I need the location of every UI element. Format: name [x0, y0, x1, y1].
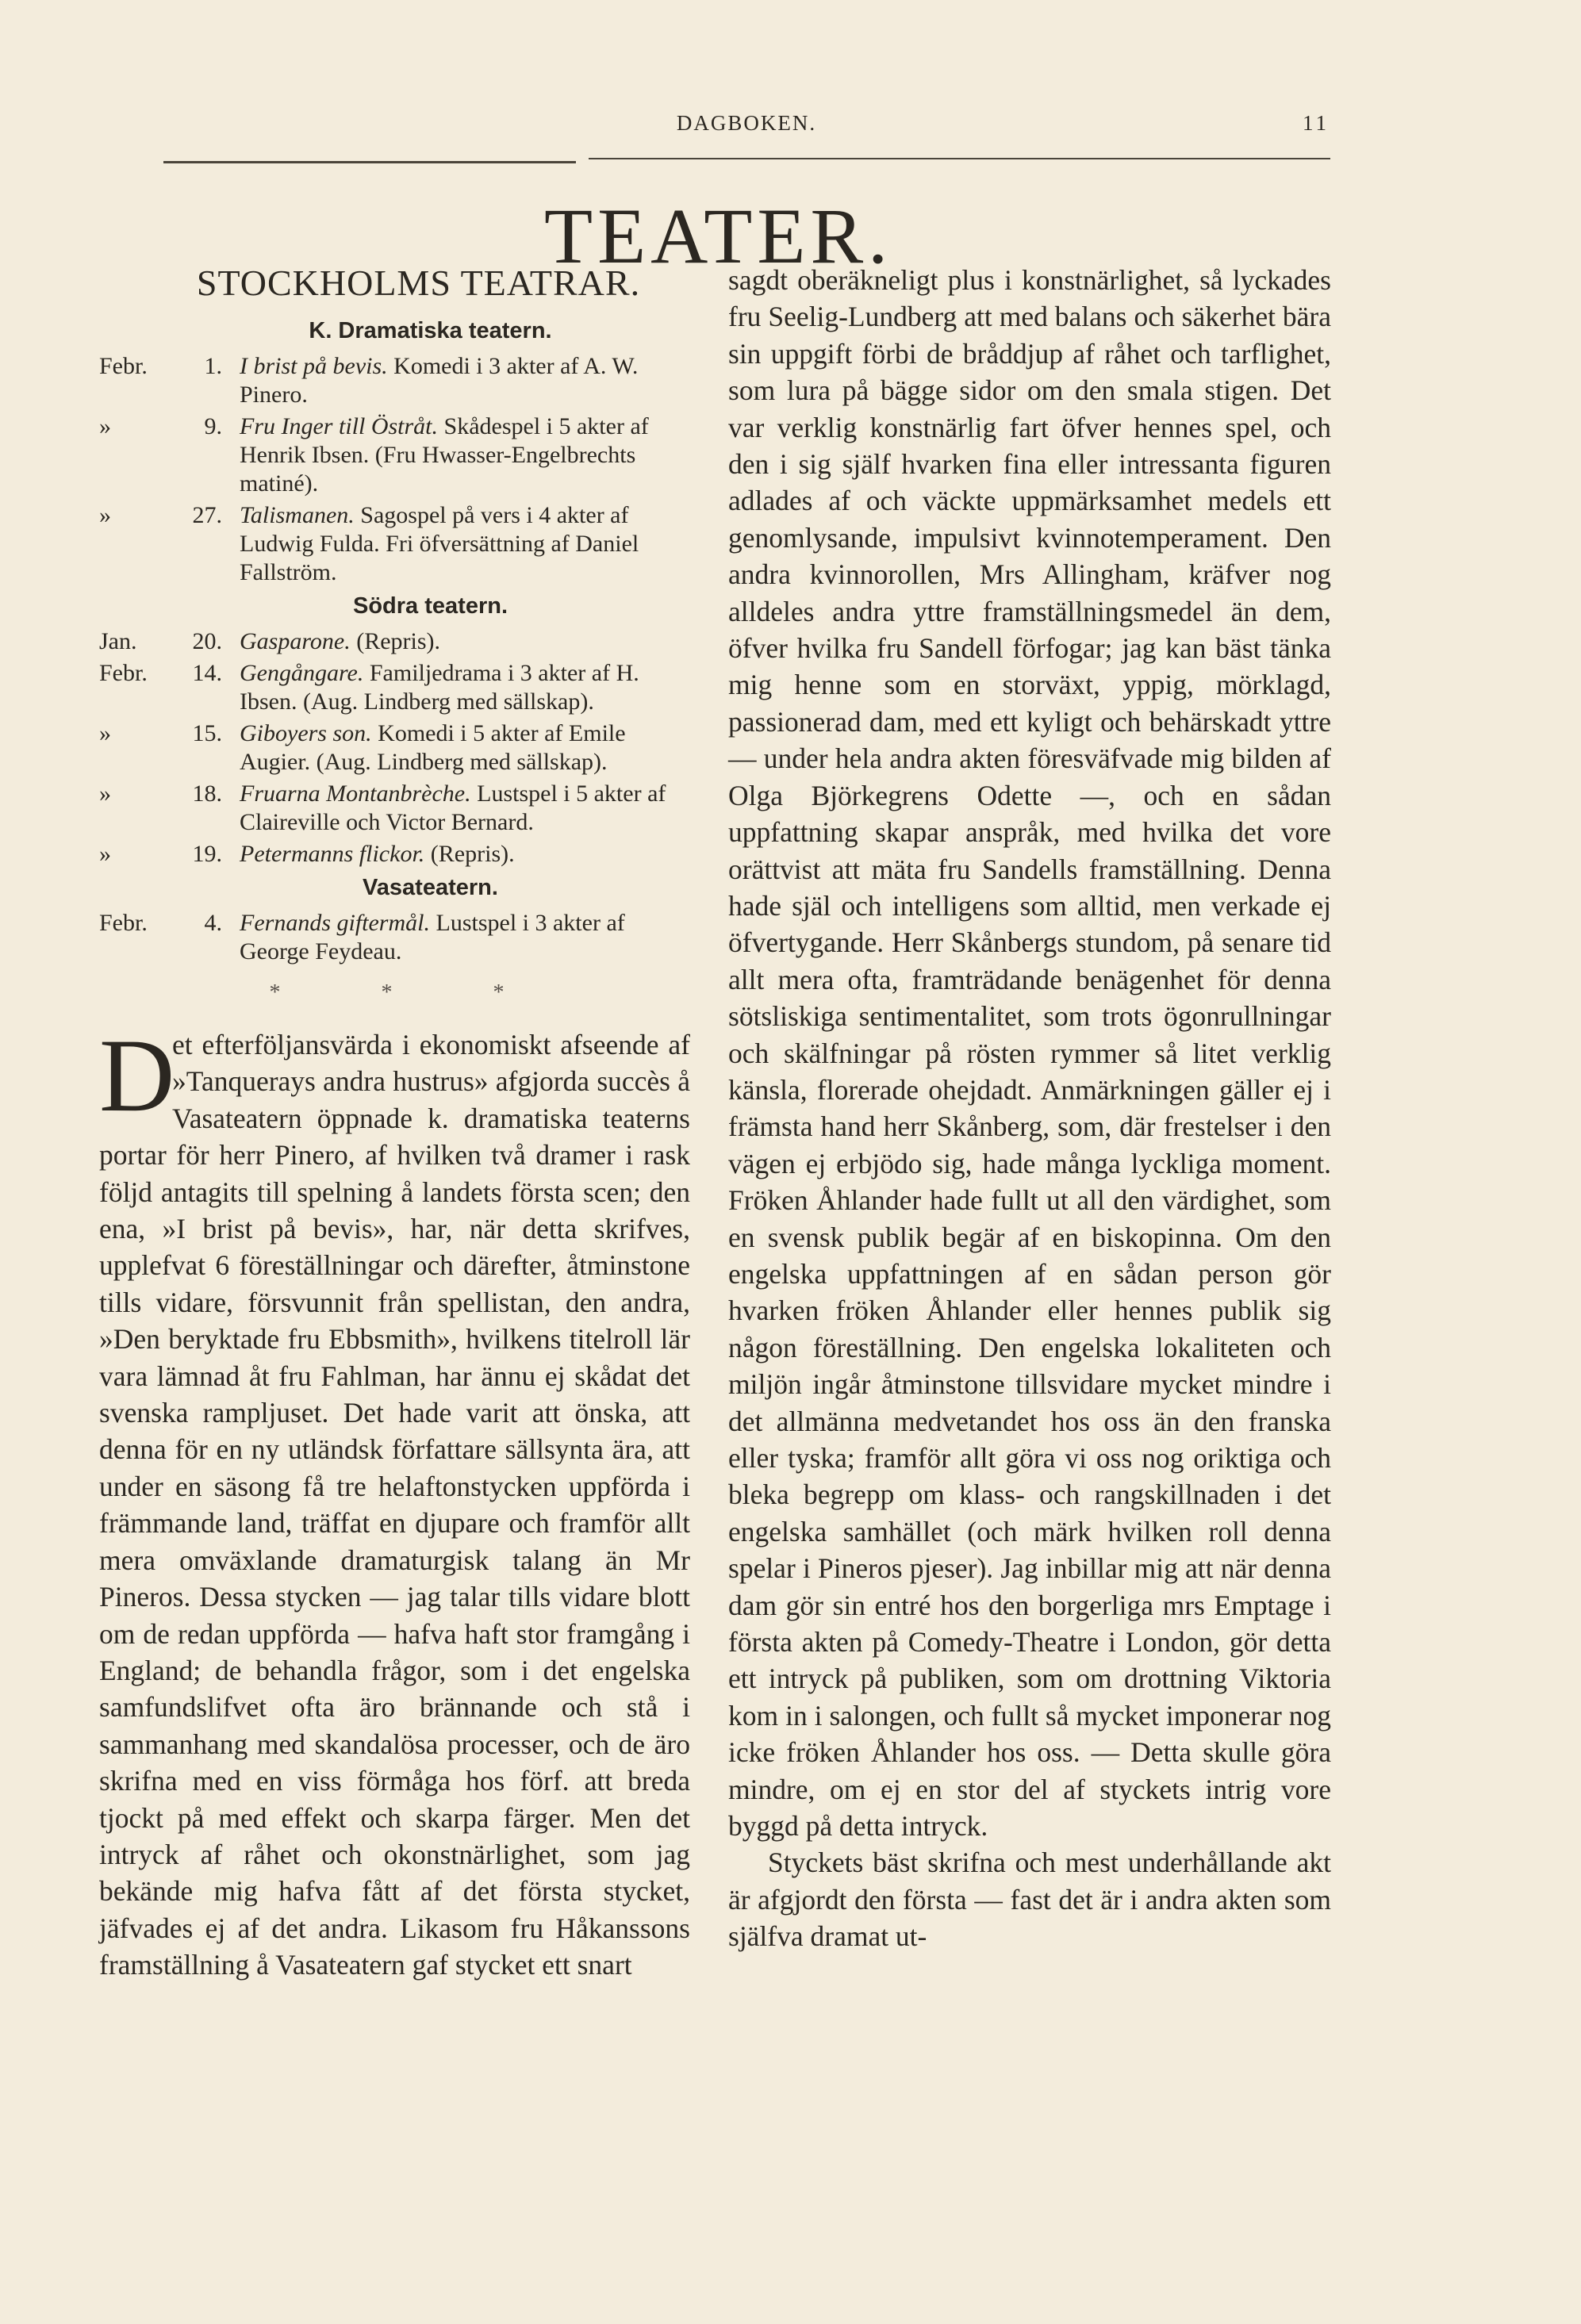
play-title: Talismanen. [240, 502, 355, 528]
theatre-name: Vasateatern. [363, 875, 498, 900]
theatre-block [99, 593, 690, 869]
play-details: Lustspel i 5 akter af Claireville och Victor Bernard. [240, 780, 666, 835]
drop-cap: D [99, 1017, 175, 1133]
play-title: Petermanns flickor. [240, 841, 425, 867]
play-details: (Repris). [424, 841, 515, 867]
theatre-name: K. Dramatiska teatern. [309, 318, 552, 343]
listing-entry [99, 719, 690, 777]
play-details: Familjedrama i 3 akter af H. Ibsen. (Aug. Lindberg med sällskap). [240, 660, 639, 715]
entry-month: Febr. [99, 353, 148, 379]
play-title: Fru Inger till Östråt. [240, 413, 439, 439]
listing-entry [99, 840, 690, 869]
play-title: Giboyers son. [240, 720, 372, 746]
listing-entry [99, 501, 690, 587]
article-text: et efterföljansvärda i ekonomiskt afseende af »Tanquerays andra hustrus» afgjorda succès å Vasateatern öppnade k. dramatiska teaterns portar för herr Pinero, af hvilken två dramer i rask följd antagits till spelning å landets första scen; den ena, »I brist på bevis», har, när detta skrifves, upplefvat 6 föreställningar och därefter, åtminstone tills vidare, försvunnit från spellistan, den andra, »Den beryktade fru Ebbsmith», hvilkens titelroll lär vara lämnad åt fru Fahlman, har ännu ej skådat det svenska rampljuset. Det hade varit att önska, att denna för en ny utländsk författare sällsynta ära, att under en säsong få tre helaftonstycken uppförda i främmande land, träffat en djupare och framför allt mera omväxlande dramaturgisk talang än Mr Pineros. Dessa stycken — jag talar tills vidare blott om de redan uppförda — hafva haft stor framgång i England; de behandla frågor, som i det engelska samfundslifvet ofta äro brännande och stå i sammanhang med skandalösa processer, och de äro skrifna med en viss förmåga hos förf. att breda tjockt på med effekt och skarpa färger. Men det intryck af råhet och okonstnärlighet, som jag bekände mig hafva fått af det första stycket, jäfvades ej af det andra. Likasom fru Håkanssons framställning å Vasateatern gaf stycket ett snart [99, 1029, 690, 1981]
listing-entry [99, 909, 690, 966]
entry-month: » [99, 780, 111, 807]
entry-day: 18. [192, 780, 222, 807]
header-rule-right [589, 158, 1330, 159]
entry-month: » [99, 720, 111, 746]
page-number: 11 [1303, 111, 1330, 135]
play-details: Lustspel i 3 akter af George Feydeau. [240, 910, 625, 964]
theatre-name: Södra teatern. [353, 593, 508, 619]
running-head [163, 111, 1330, 159]
entry-month: Jan. [99, 628, 137, 654]
entry-day: 15. [192, 720, 222, 746]
entry-text [240, 780, 690, 837]
running-title: DAGBOKEN. [676, 111, 817, 135]
play-details: Komedi i 5 akter af Emile Augier. (Aug. Lindberg med sällskap). [240, 720, 626, 775]
entry-month: Febr. [99, 910, 148, 936]
theatre-block [99, 875, 690, 966]
article-paragraph: Styckets bäst skrifna och mest underhållande akt är afgjordt den första — fast det är i andra akten som själfva dramat ut- [728, 1847, 1331, 1953]
entry-text [240, 719, 690, 777]
article-paragraph: sagdt oberäkneligt plus i konstnärlighet, så lyckades fru Seelig-Lundberg att med balans och säkerhet bära sin uppgift förbi de bråddjup af råhet och tarflighet, som lura på bägge sidor om den smala stigen. Det var verklig konstnärlig fart öfver hennes spel, och den i sig själf hvarken fina eller intressanta figuren adlades af och väckte uppmärksamhet medels ett genomlysande, impulsivt kvinnotemperament. Den andra kvinnorollen, Mrs Allingham, kräfver nog alldeles andra yttre framställningsmedel än dem, öfver hvilka fru Sandell förfogar; jag kan bäst tänka mig henne som en storväxt, yppig, mörklagd, passionerad dam, med ett kyligt och behärskadt yttre — under hela andra akten föresväfvade mig bilden af Olga Björkegrens Odette —, och en sådan uppfattning skapar anspråk, med hvilka det vore orättvist att mäta fru Sandells framställning. Denna hade själ och intelligens som alltid, men verkade ej öfvertygande. Herr Skånbergs stundom, på senare tid allt mera ofta, framträdande benägenhet för denna sötsliskiga sentimentalitet, som trots ögonrullningar och skälfningar på rösten rymmer så litet verklig känsla, florerade ohejdadt. Anmärkningen gäller ej i främsta hand herr Skånberg, som, där frestelser i den vägen ej erbjödo sig, hade många lyckliga moment. Fröken Åhlander hade fullt ut all den värdighet, som en svensk publik begär af en biskopinna. Om den engelska uppfattningen af en sådan person gör hvarken fröken Åhlander eller hennes publik sig någon föreställning. Den engelska lokaliteten och miljön ingår åtminstone tillsvidare mycket mindre i det allmänna medvetandet hos oss än den franska eller tyska; framför allt göra vi oss nog oriktiga och bleka begrepp om klass- och rangskillnaden i det engelska samhället (och märk hvilken roll denna spelar i Pineros pjeser). Jag inbillar mig att när denna dam gör sin entré hos den borgerliga mrs Emptage i första akten på Comedy-Theatre i London, gör detta ett intryck på publiken, som om drottning Viktoria kom in i salongen, och fullt så mycket imponerar nog icke fröken Åhlander hos oss. — Detta skulle göra mindre, om ej en stor del af styckets intrig vore byggd på detta intryck. [728, 264, 1331, 1843]
entry-text [240, 501, 690, 587]
play-title: Gasparone. [240, 628, 351, 654]
entry-day: 27. [192, 502, 222, 528]
entry-day: 20. [192, 628, 222, 654]
entry-day: 19. [192, 841, 222, 867]
play-title: I brist på bevis. [240, 353, 388, 379]
entry-day: 9. [204, 413, 222, 439]
entry-day: 4. [204, 910, 222, 936]
play-details: Skådespel i 5 akter af Henrik Ibsen. (Fru Hwasser-Engelbrechts matiné). [240, 413, 649, 497]
listing-entry [99, 780, 690, 837]
entry-text [240, 909, 690, 966]
article-paragraph [99, 1017, 690, 1984]
play-title: Fernands giftermål. [240, 910, 430, 936]
section-title: STOCKHOLMS TEATRAR. [196, 263, 641, 303]
theatre-listing [99, 318, 690, 966]
page-title: TEATER. [544, 192, 893, 280]
entry-month: Febr. [99, 660, 148, 686]
listing-entry [99, 412, 690, 498]
listing-entry [99, 352, 690, 409]
entry-day: 14. [192, 660, 222, 686]
entry-month: » [99, 841, 111, 867]
entry-text [240, 659, 690, 716]
entry-month: » [99, 413, 111, 439]
play-title: Gengångare. [240, 660, 364, 686]
listing-entry [99, 659, 690, 716]
entry-month: » [99, 502, 111, 528]
listing-entry [99, 627, 690, 656]
left-column [99, 262, 690, 1984]
play-title: Fruarna Montanbrèche. [240, 780, 471, 807]
play-details: Sagospel på vers i 4 akter af Ludwig Fulda. Fri öfversättning af Daniel Fallström. [240, 502, 639, 585]
entry-text [240, 627, 690, 656]
entry-day: 1. [204, 353, 222, 379]
entry-text [240, 412, 690, 498]
play-details: Komedi i 3 akter af A. W. Pinero. [240, 353, 639, 408]
play-details: (Repris). [350, 628, 441, 654]
entry-text [240, 840, 690, 869]
entry-text [240, 352, 690, 409]
header-rule-left [163, 161, 576, 163]
right-column [728, 262, 1331, 1955]
theatre-block [99, 318, 690, 587]
section-separator: * * * [269, 980, 552, 1005]
